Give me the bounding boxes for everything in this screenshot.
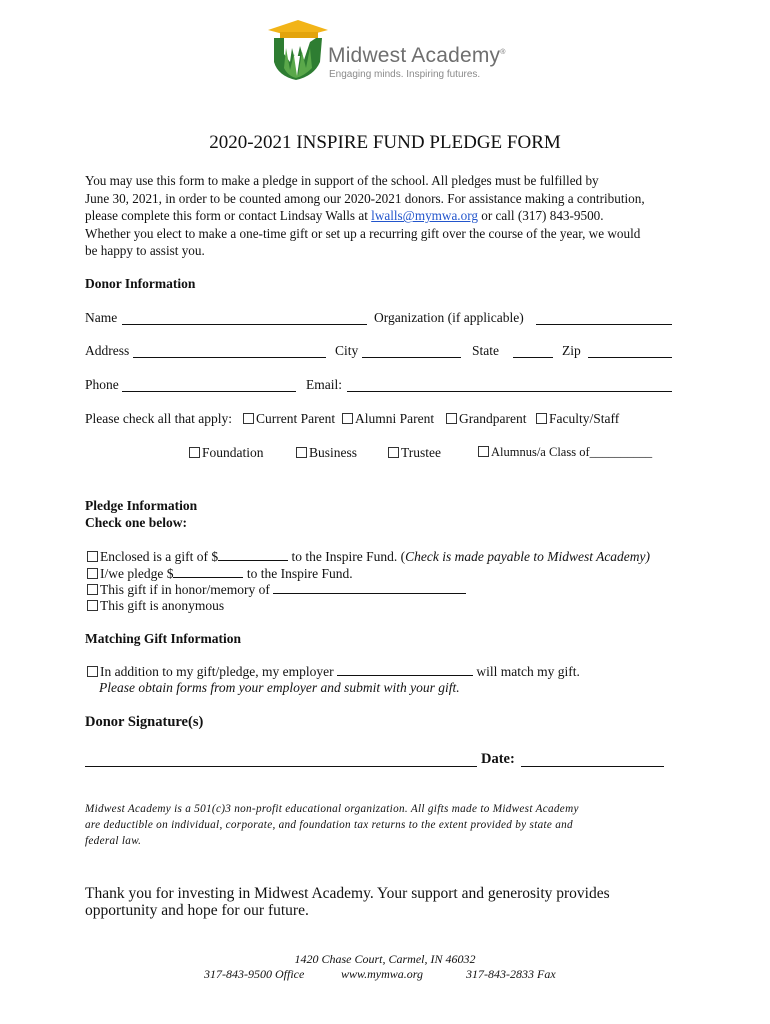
footer-fax: 317-843-2833 Fax [466,967,556,981]
checkbox[interactable] [446,413,457,424]
name-field[interactable] [122,324,367,325]
disclaimer-line: Midwest Academy is a 501(c)3 non-profit educational organization. All gifts made to Midwest Academy [85,803,579,815]
midwest-academy-logo [266,18,330,84]
signature-heading: Donor Signature(s) [85,714,204,730]
logo-wordmark: Midwest Academy® [328,44,506,67]
checkbox[interactable] [87,551,98,562]
checkbox[interactable] [342,413,353,424]
intro-line: be happy to assist you. [85,243,205,259]
address-label: Address [85,343,130,358]
state-label: State [472,343,499,358]
checkbox[interactable] [87,600,98,611]
employer-match-option[interactable]: In addition to my gift/pledge, my employer will match my gift. [87,663,580,680]
intro-paragraph [85,172,685,260]
email-label: Email: [306,377,342,392]
trustee-option[interactable]: Trustee [388,445,441,461]
current-parent-option[interactable]: Current Parent [243,411,335,427]
zip-label: Zip [562,343,581,358]
enclosed-gift-option[interactable]: Enclosed is a gift of $ to the Inspire Fund. (Check is made payable to Midwest Academy) [87,548,650,565]
pledge-option[interactable]: I/we pledge $ to the Inspire Fund. [87,565,353,582]
anonymous-option[interactable]: This gift is anonymous [87,598,224,614]
logo-tagline: Engaging minds. Inspiring futures. [329,69,481,80]
pledge-info-heading: Pledge Information [85,498,198,513]
intro-line: June 30, 2021, in order to be counted among our 2020-2021 donors. For assistance making a contribution, [85,190,645,206]
matching-gift-heading: Matching Gift Information [85,631,241,646]
business-option[interactable]: Business [296,445,357,461]
email-field[interactable] [347,391,672,392]
pledge-amount-field[interactable] [173,565,243,578]
disclaimer-line: are deductible on individual, corporate, and foundation tax returns to the extent provided by state and [85,819,573,831]
address-field[interactable] [133,357,326,358]
name-label: Name [85,310,118,325]
date-field[interactable] [521,766,664,767]
nonprofit-disclaimer [85,801,645,849]
footer-office-phone: 317-843-9500 Office [204,967,305,981]
date-label: Date: [481,751,515,767]
checkbox[interactable] [189,447,200,458]
foundation-option[interactable]: Foundation [189,445,264,461]
state-field[interactable] [513,357,553,358]
faculty-staff-option[interactable]: Faculty/Staff [536,411,619,427]
intro-line: You may use this form to make a pledge in support of the school. All pledges must be fulfilled by [85,173,599,188]
footer-website-link[interactable]: www.mymwa.org [341,967,424,981]
city-field[interactable] [362,357,461,358]
checkbox[interactable] [388,447,399,458]
zip-field[interactable] [588,357,672,358]
gift-amount-field[interactable] [218,548,288,561]
thank-you-message: Thank you for investing in Midwest Academy. Your support and generosity provides opportunity and hope for our future. [85,885,610,919]
alumni-parent-option[interactable]: Alumni Parent [342,411,434,427]
honor-memory-option[interactable]: This gift if in honor/memory of [87,581,466,598]
honor-memory-field[interactable] [273,581,466,594]
grandparent-option[interactable]: Grandparent [446,411,526,427]
checkbox[interactable] [87,584,98,595]
alumnus-option[interactable]: Alumnus/a Class of__________ [478,445,652,460]
employer-field[interactable] [337,663,473,676]
checkbox[interactable] [243,413,254,424]
checkbox[interactable] [536,413,547,424]
organization-label: Organization (if applicable) [374,310,524,325]
checkbox[interactable] [296,447,307,458]
page-title: 2020-2021 INSPIRE FUND PLEDGE FORM [209,132,561,153]
matching-note: Please obtain forms from your employer and submit with your gift. [99,680,460,695]
phone-field[interactable] [122,391,296,392]
checkbox[interactable] [478,446,489,457]
intro-line: please complete this form or contact Lindsay Walls at lwalls@mymwa.org or call (317) 843-9500. [85,208,604,224]
intro-line: Whether you elect to make a one-time gift or set up a recurring gift over the course of the year, we would [85,225,641,241]
checkbox[interactable] [87,568,98,579]
pledge-subheading: Check one below: [85,515,187,530]
footer-address: 1420 Chase Court, Carmel, IN 46032 [294,952,476,966]
phone-label: Phone [85,377,119,392]
disclaimer-line: federal law. [85,835,142,847]
organization-field[interactable] [536,324,672,325]
city-label: City [335,343,359,358]
donor-info-heading: Donor Information [85,276,196,291]
contact-email-link[interactable]: lwalls@mymwa.org [371,208,478,224]
checkbox[interactable] [87,666,98,677]
signature-field[interactable] [85,766,477,767]
check-all-label: Please check all that apply: [85,411,232,426]
